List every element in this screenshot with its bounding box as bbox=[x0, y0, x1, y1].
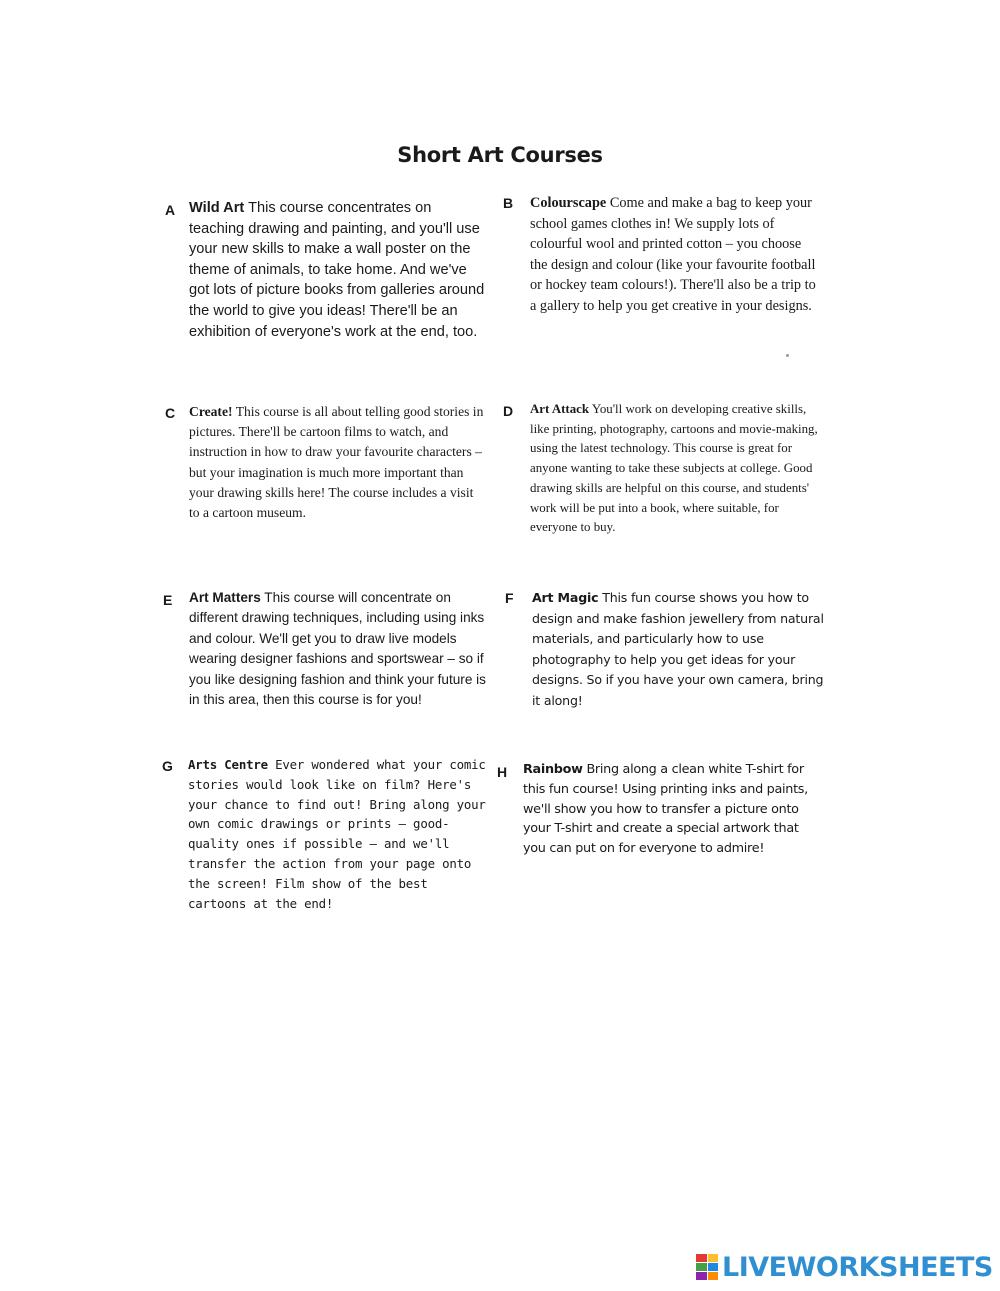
course-name: Art Matters bbox=[189, 590, 261, 605]
course-letter: F bbox=[505, 590, 514, 606]
course-name: Colourscape bbox=[530, 195, 607, 211]
course-text bbox=[523, 760, 823, 859]
course-description: Come and make a bag to keep your school games clothes in! We supply lots of colourful wool and printed cotton – you choose the design and colour (like your favourite football or hockey team colours!). There'll also be a trip to a gallery to help you get creative in your designs. bbox=[530, 195, 816, 314]
course-text bbox=[189, 588, 489, 710]
logo-tile bbox=[708, 1254, 719, 1262]
course-description: This course will concentrate on different drawing techniques, including using inks and colour. We'll get you to draw live models wearing designer fashions and sportswear – so if you like designing fashion and think your future is in this area, then this course is for you! bbox=[189, 590, 486, 708]
course-letter: C bbox=[165, 405, 176, 421]
logo-tile bbox=[708, 1263, 719, 1271]
course-letter: A bbox=[165, 202, 176, 218]
course-text bbox=[188, 755, 488, 913]
course-name: Arts Centre bbox=[188, 757, 268, 772]
course-text bbox=[530, 193, 822, 317]
course-text bbox=[189, 402, 487, 523]
course-description: You'll work on developing creative skills, like printing, photography, cartoons and movie-making, using the latest technology. This course is great for anyone wanting to take these subjects at college. Good drawing skills are helpful on this course, and students' work will be put into a book, where suitable, for everyone to buy. bbox=[530, 402, 818, 535]
course-text bbox=[530, 400, 822, 538]
course-letter: H bbox=[497, 764, 508, 780]
course-name: Wild Art bbox=[189, 200, 245, 216]
liveworksheets-logo[interactable] bbox=[696, 1249, 993, 1285]
course-name: Art Attack bbox=[530, 402, 590, 416]
course-letter: D bbox=[503, 403, 514, 419]
course-text bbox=[189, 198, 489, 342]
course-name: Art Magic bbox=[532, 590, 599, 605]
course-name: Rainbow bbox=[523, 762, 583, 777]
course-description: Ever wondered what your comic stories would look like on film? Here's your chance to find out! Bring along your own comic drawings or prints – good-quality ones if possible – and we'll transfer the action from your page onto the screen! Film show of the best cartoons at the end! bbox=[188, 757, 486, 911]
course-letter: G bbox=[162, 758, 173, 774]
speck bbox=[786, 354, 789, 357]
course-letter: B bbox=[503, 195, 514, 211]
logo-tile bbox=[696, 1272, 707, 1280]
logo-tile bbox=[708, 1272, 719, 1280]
course-description: Bring along a clean white T-shirt for this fun course! Using printing inks and paints, we'll show you how to transfer a picture onto your T-shirt and create a special artwork that you can put on for everyone to admire! bbox=[523, 762, 808, 857]
logo-tile bbox=[696, 1263, 707, 1271]
course-letter: E bbox=[163, 592, 173, 608]
course-description: This fun course shows you how to design and make fashion jewellery from natural materials, and particularly how to use photography to help you get ideas for your designs. So if you have your own camera, bring it along! bbox=[532, 590, 824, 708]
course-description: This course is all about telling good stories in pictures. There'll be cartoon films to watch, and instruction in how to draw your favourite characters – but your imagination is much more important than your drawing skills here! The course includes a visit to a cartoon museum. bbox=[189, 404, 484, 521]
page-title: Short Art Courses bbox=[397, 143, 603, 167]
course-text bbox=[532, 588, 832, 712]
logo-mark-icon bbox=[696, 1254, 718, 1280]
logo-text: LIVEWORKSHEETS bbox=[722, 1251, 993, 1283]
course-name: Create! bbox=[189, 404, 233, 419]
logo-tile bbox=[696, 1254, 707, 1262]
course-description: This course concentrates on teaching drawing and painting, and you'll use your new skills to make a wall poster on the theme of animals, to take home. And we've got lots of picture books from galleries around the world to give you ideas! There'll be an exhibition of everyone's work at the end, too. bbox=[189, 200, 485, 340]
